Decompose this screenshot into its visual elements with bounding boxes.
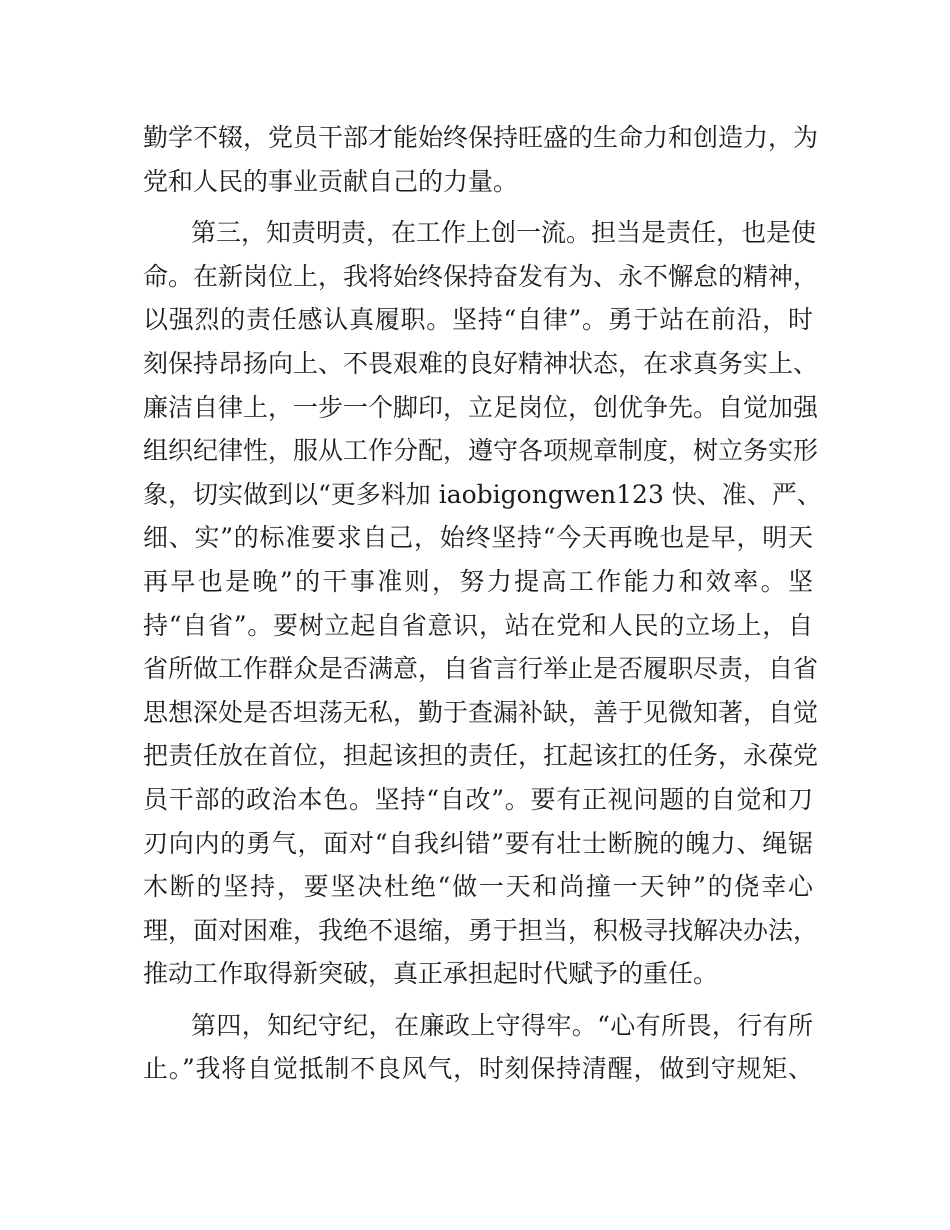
text-line: 止。”我将自觉抵制不良风气，时刻保持清醒，做到守规矩、 <box>143 1054 813 1084</box>
text-line: 细、实”的标准要求自己，始终坚持“今天再晚也是早，明天 <box>143 523 813 553</box>
text-line: 推动工作取得新突破，真正承担起时代赋予的重任。 <box>143 959 719 989</box>
text-line: 刻保持昂扬向上、不畏艰难的良好精神状态，在求真务实上、 <box>143 348 819 378</box>
paragraph <box>143 116 819 203</box>
paragraph <box>143 1004 813 1091</box>
text-line: 以强烈的责任感认真履职。坚持“自律”。勇于站在前沿，时 <box>143 305 813 335</box>
text-line: 员干部的政治本色。坚持“自改”。要有正视问题的自觉和刀 <box>143 784 813 814</box>
document-body <box>143 116 822 1091</box>
text-line: 象，切实做到以“更多料加 iaobigongwen123 快、准、严、 <box>143 479 822 509</box>
text-line: 廉洁自律上，一步一个脚印，立足岗位，创优争先。自觉加强 <box>143 392 819 422</box>
text-line: 第三，知责明责，在工作上创一流。担当是责任，也是使 <box>191 218 817 248</box>
text-line: 命。在新岗位上，我将始终保持奋发有为、永不懈怠的精神， <box>143 261 819 291</box>
text-line: 把责任放在首位，担起该担的责任，扛起该扛的任务，永葆党 <box>143 741 819 771</box>
text-line: 持“自省”。要树立起自省意识，站在党和人民的立场上，自 <box>143 610 813 640</box>
text-line: 第四，知纪守纪，在廉政上守得牢。“心有所畏，行有所 <box>191 1010 813 1040</box>
text-line: 再早也是晚”的干事准则，努力提高工作能力和效率。坚 <box>143 566 813 596</box>
text-line: 木断的坚持，要坚决杜绝“做一天和尚撞一天钟”的侥幸心 <box>143 872 813 902</box>
text-line: 思想深处是否坦荡无私，勤于查漏补缺，善于见微知著，自觉 <box>143 697 819 727</box>
text-line: 省所做工作群众是否满意，自省言行举止是否履职尽责，自省 <box>143 654 819 684</box>
text-line: 理，面对困难，我绝不退缩，勇于担当，积极寻找解决办法， <box>143 915 819 945</box>
text-line: 党和人民的事业贡献自己的力量。 <box>143 166 519 196</box>
text-line: 组织纪律性，服从工作分配，遵守各项规章制度，树立务实形 <box>143 436 819 466</box>
text-line: 勤学不辍，党员干部才能始终保持旺盛的生命力和创造力，为 <box>143 123 819 152</box>
paragraph <box>143 211 822 996</box>
text-line: 刃向内的勇气，面对“自我纠错”要有壮士断腕的魄力、绳锯 <box>143 828 813 858</box>
